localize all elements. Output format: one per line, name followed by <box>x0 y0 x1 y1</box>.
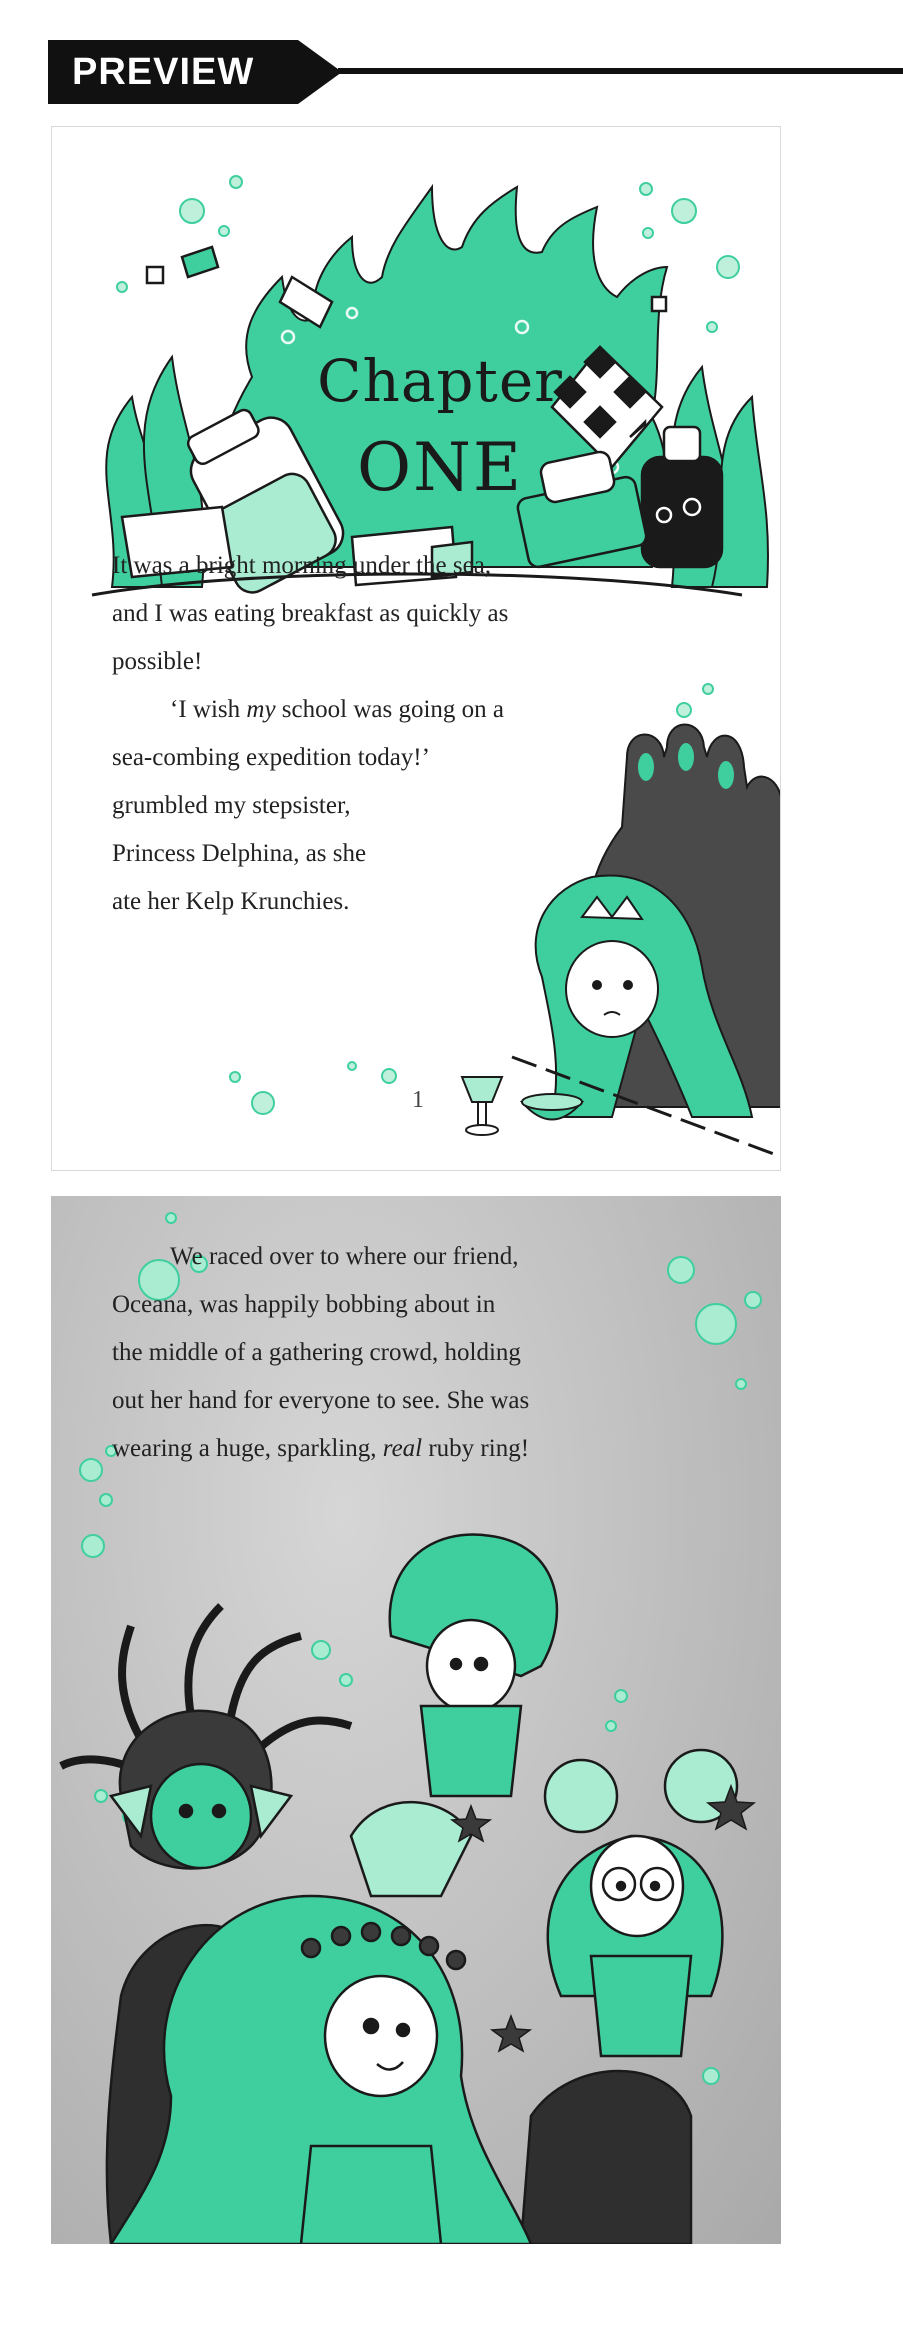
text-line: ate her Kelp Krunchies. <box>112 888 350 915</box>
text-segment: ‘I wish <box>170 696 247 723</box>
text-segment: wearing a huge, sparkling, <box>112 1435 383 1462</box>
text-line: out her hand for everyone to see. She was <box>112 1387 530 1414</box>
text-line <box>112 1425 672 1473</box>
preview-tag <box>48 40 298 104</box>
banner-rule <box>338 68 903 74</box>
text-line: possible! <box>112 648 203 675</box>
chapter-word: Chapter <box>317 347 563 415</box>
preview-banner <box>48 40 903 104</box>
text-line: the middle of a gathering crowd, holding <box>112 1339 521 1366</box>
text-line: Princess Delphina, as she <box>112 840 367 867</box>
preview-label: PREVIEW <box>72 51 255 93</box>
text-line: grumbled my stepsister, <box>112 792 351 819</box>
text-line: Oceana, was happily bobbing about in <box>112 1291 496 1318</box>
page-number: 1 <box>412 1087 424 1113</box>
emphasis-word: my <box>246 696 276 723</box>
text-line: It was a bright morning under the sea, <box>112 552 492 579</box>
text-segment: school was going on a <box>275 696 504 723</box>
text-line: and I was eating breakfast as quickly as <box>112 600 509 627</box>
text-line: We raced over to where our friend, <box>170 1243 519 1270</box>
page-two-text <box>112 1233 672 1473</box>
emphasis-word: real <box>382 1435 423 1462</box>
text-line: sea-combing expedition today!’ <box>112 744 430 771</box>
page-one-text <box>112 542 612 926</box>
chapter-number: ONE <box>356 429 524 506</box>
text-line <box>112 686 612 734</box>
text-segment: ruby ring! <box>422 1435 530 1462</box>
